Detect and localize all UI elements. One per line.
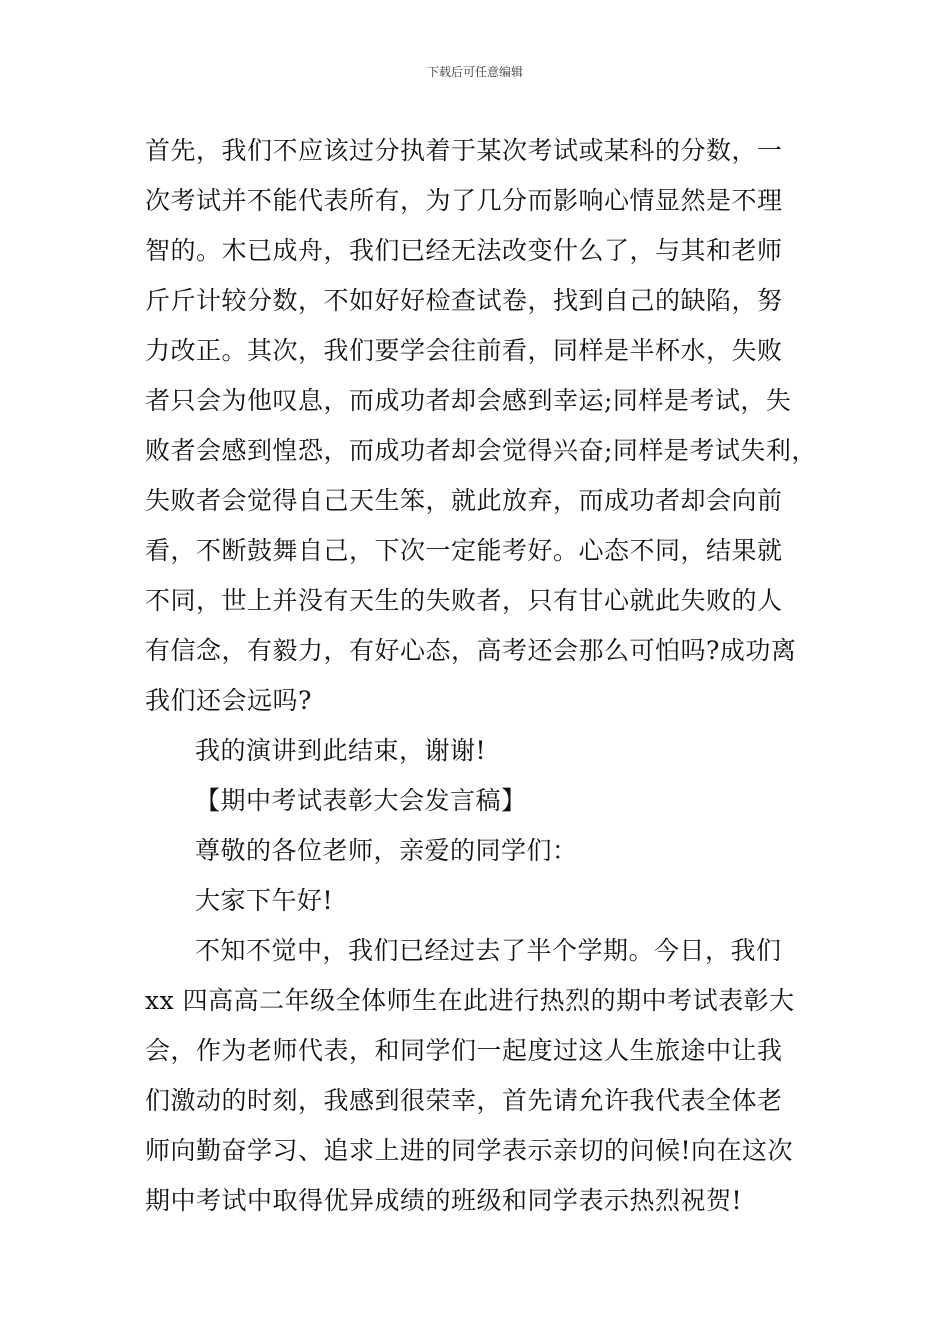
text-line: 次考试并不能代表所有，为了几分而影响心情显然是不理 [145, 186, 783, 215]
text-line: 有信念，有毅力，有好心态，高考还会那么可怕吗?成功离 [145, 636, 797, 665]
text-line: 不同，世上并没有天生的失败者，只有甘心就此失败的人 [145, 586, 783, 615]
text-line: 败者会感到惶恐，而成功者却会觉得兴奋;同样是考试失利， [145, 436, 817, 465]
text-line: 我们还会远吗? [145, 686, 312, 715]
text-line: 者只会为他叹息，而成功者却会感到幸运;同样是考试，失 [145, 386, 792, 415]
section-title: 【期中考试表彰大会发言稿】 [195, 786, 527, 815]
text-line: 失败者会觉得自己天生笨，就此放弃，而成功者却会向前 [145, 486, 783, 515]
text-line: 首先，我们不应该过分执着于某次考试或某科的分数，一 [145, 136, 783, 165]
text-line: 们激动的时刻，我感到很荣幸，首先请允许我代表全体老 [145, 1086, 783, 1115]
salutation-line: 尊敬的各位老师，亲爱的同学们： [195, 836, 578, 865]
text-line: xx 四高高二年级全体师生在此进行热烈的期中考试表彰大 [145, 986, 795, 1015]
document-body [145, 126, 825, 1226]
page-header: 下载后可任意编辑 [426, 65, 523, 79]
text-line: 会，作为老师代表，和同学们一起度过这人生旅途中让我 [145, 1036, 783, 1065]
text-line: 期中考试中取得优异成绩的班级和同学表示热烈祝贺! [145, 1186, 743, 1215]
text-line: 看，不断鼓舞自己，下次一定能考好。心态不同，结果就 [145, 536, 783, 565]
text-line: 不知不觉中，我们已经过去了半个学期。今日，我们 [195, 936, 782, 965]
greeting-line: 大家下午好! [195, 886, 334, 915]
text-line: 斤斤计较分数，不如好好检查试卷，找到自己的缺陷，努 [145, 286, 783, 315]
text-line: 智的。木已成舟，我们已经无法改变什么了，与其和老师 [145, 236, 783, 265]
closing-line: 我的演讲到此结束，谢谢! [195, 736, 487, 765]
text-line: 师向勤奋学习、追求上进的同学表示亲切的问候!向在这次 [145, 1136, 794, 1165]
text-line: 力改正。其次，我们要学会往前看，同样是半杯水，失败 [145, 336, 783, 365]
